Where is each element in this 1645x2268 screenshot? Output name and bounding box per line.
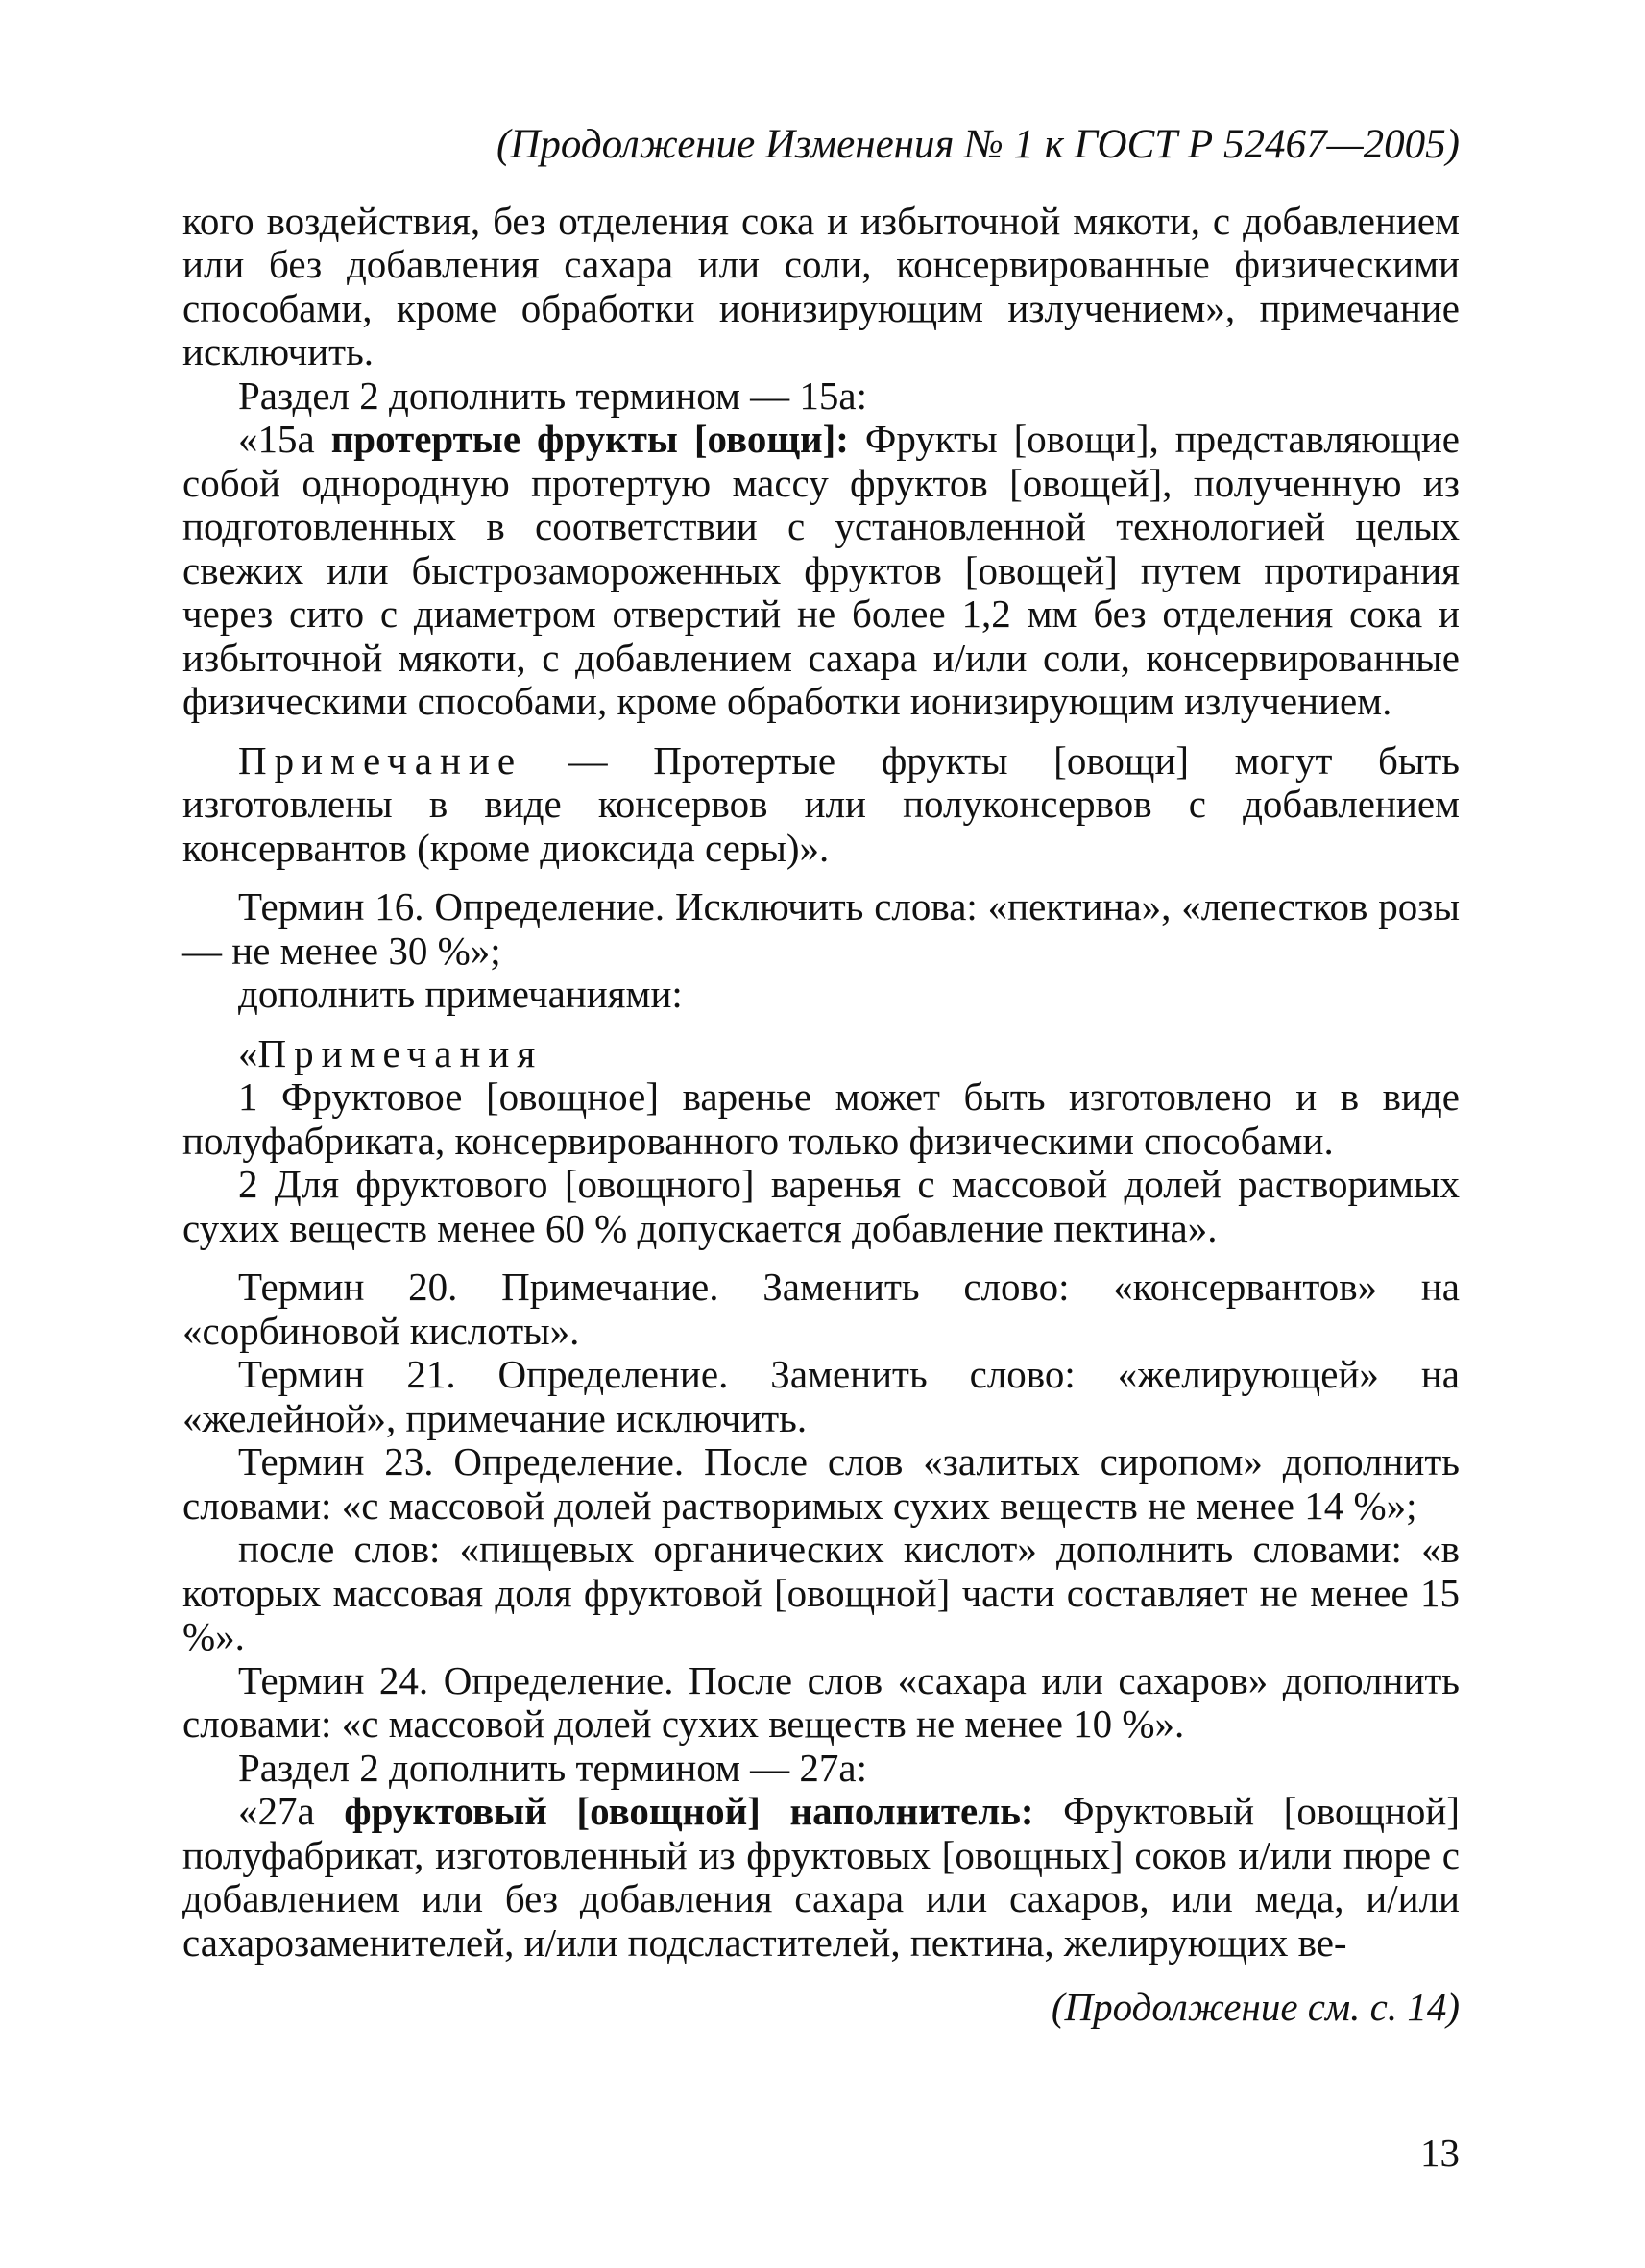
paragraph-10: Термин 20. Примечание. Заменить слово: «консервантов» на «сорбиновой кислоты». bbox=[182, 1265, 1460, 1353]
paragraph-15: Раздел 2 дополнить термином — 27а: bbox=[238, 1745, 868, 1790]
paragraph-5: Термин 16. Определение. Исключить слова: «пектина», «лепестков розы — не менее 30 %»; bbox=[182, 884, 1460, 973]
note-label: Примечание bbox=[238, 737, 523, 783]
term-definition: Фрукты [овощи], представляющие собой однородную протертую массу фруктов [овощей], полученную из подготовленных в соответствии с установленной технологией целых свежих или быстрозамороженных фруктов [овощей] путем протирания через сито с диаметром отверстий не более 1,2 мм без отделения сока и избыточной мякоти, с добавлением сахара и/или соли, консервированные физическими способами, кроме обработки ионизирующим излучением. bbox=[182, 417, 1460, 723]
paragraph-6: дополнить примечаниями: bbox=[238, 972, 683, 1016]
term-prefix: «27а bbox=[238, 1789, 345, 1833]
paragraph-11: Термин 21. Определение. Заменить слово: «желирующей» на «желейной», примечание исключить. bbox=[182, 1352, 1460, 1440]
paragraph-13: после слов: «пищевых органических кислот» дополнить словами: «в которых массовая доля фруктовой [овощной] части составляет не менее 15 %». bbox=[182, 1527, 1460, 1658]
page-number: 13 bbox=[1420, 2131, 1460, 2175]
note-body: — Протертые фрукты [овощи] могут быть изготовлены в виде консервов или полуконсервов с добавлением консервантов (кроме диоксида серы)». bbox=[182, 737, 1460, 870]
term-name: фруктовый [овощной] наполнитель: bbox=[344, 1789, 1034, 1833]
paragraph-1: кого воздействия, без отделения сока и избыточной мякоти, с добавлением или без добавления сахара или соли, консервированные физическими способами, кроме обработки ионизирующим излучением», примечание исключить. bbox=[182, 198, 1460, 374]
term-definition: Фруктовый [овощной] полуфабрикат, изготовленный из фруктовых [овощных] соков и/или пюре с добавлением или без добавления сахара или сахаров, или меда, и/или сахарозаменителей, и/или подсластителей, пектина, желирующих ве- bbox=[182, 1789, 1461, 1965]
notes-heading: «Примечания bbox=[238, 1030, 544, 1075]
continuation-note: (Продолжение см. с. 14) bbox=[1051, 1985, 1460, 2029]
paragraph-14: Термин 24. Определение. После слов «сахара или сахаров» дополнить словами: «с массовой долей сухих веществ не менее 10 %». bbox=[182, 1657, 1460, 1746]
page-header: (Продолжение Изменения № 1 к ГОСТ Р 52467—2005) bbox=[496, 122, 1460, 167]
note-paragraph bbox=[182, 739, 1460, 871]
note-1: 1 Фруктовое [овощное] варенье может быть изготовлено и в виде полуфабриката, консервированного только физическими способами. bbox=[182, 1074, 1460, 1163]
document-page bbox=[182, 123, 1460, 2030]
term-name: протертые фрукты [овощи]: bbox=[330, 417, 849, 461]
paragraph-3 bbox=[182, 418, 1460, 724]
note-2: 2 Для фруктового [овощного] варенья с массовой долей растворимых сухих веществ менее 60 % допускается добавление пектина». bbox=[182, 1162, 1460, 1250]
paragraph-16 bbox=[182, 1790, 1460, 1965]
paragraph-12: Термин 23. Определение. После слов «залитых сиропом» дополнить словами: «с массовой долей растворимых сухих веществ не менее 14 %»; bbox=[182, 1439, 1460, 1528]
term-prefix: «15а bbox=[238, 417, 331, 461]
notes-label: Примечания bbox=[257, 1030, 544, 1075]
paragraph-2: Раздел 2 дополнить термином — 15а: bbox=[238, 373, 868, 418]
